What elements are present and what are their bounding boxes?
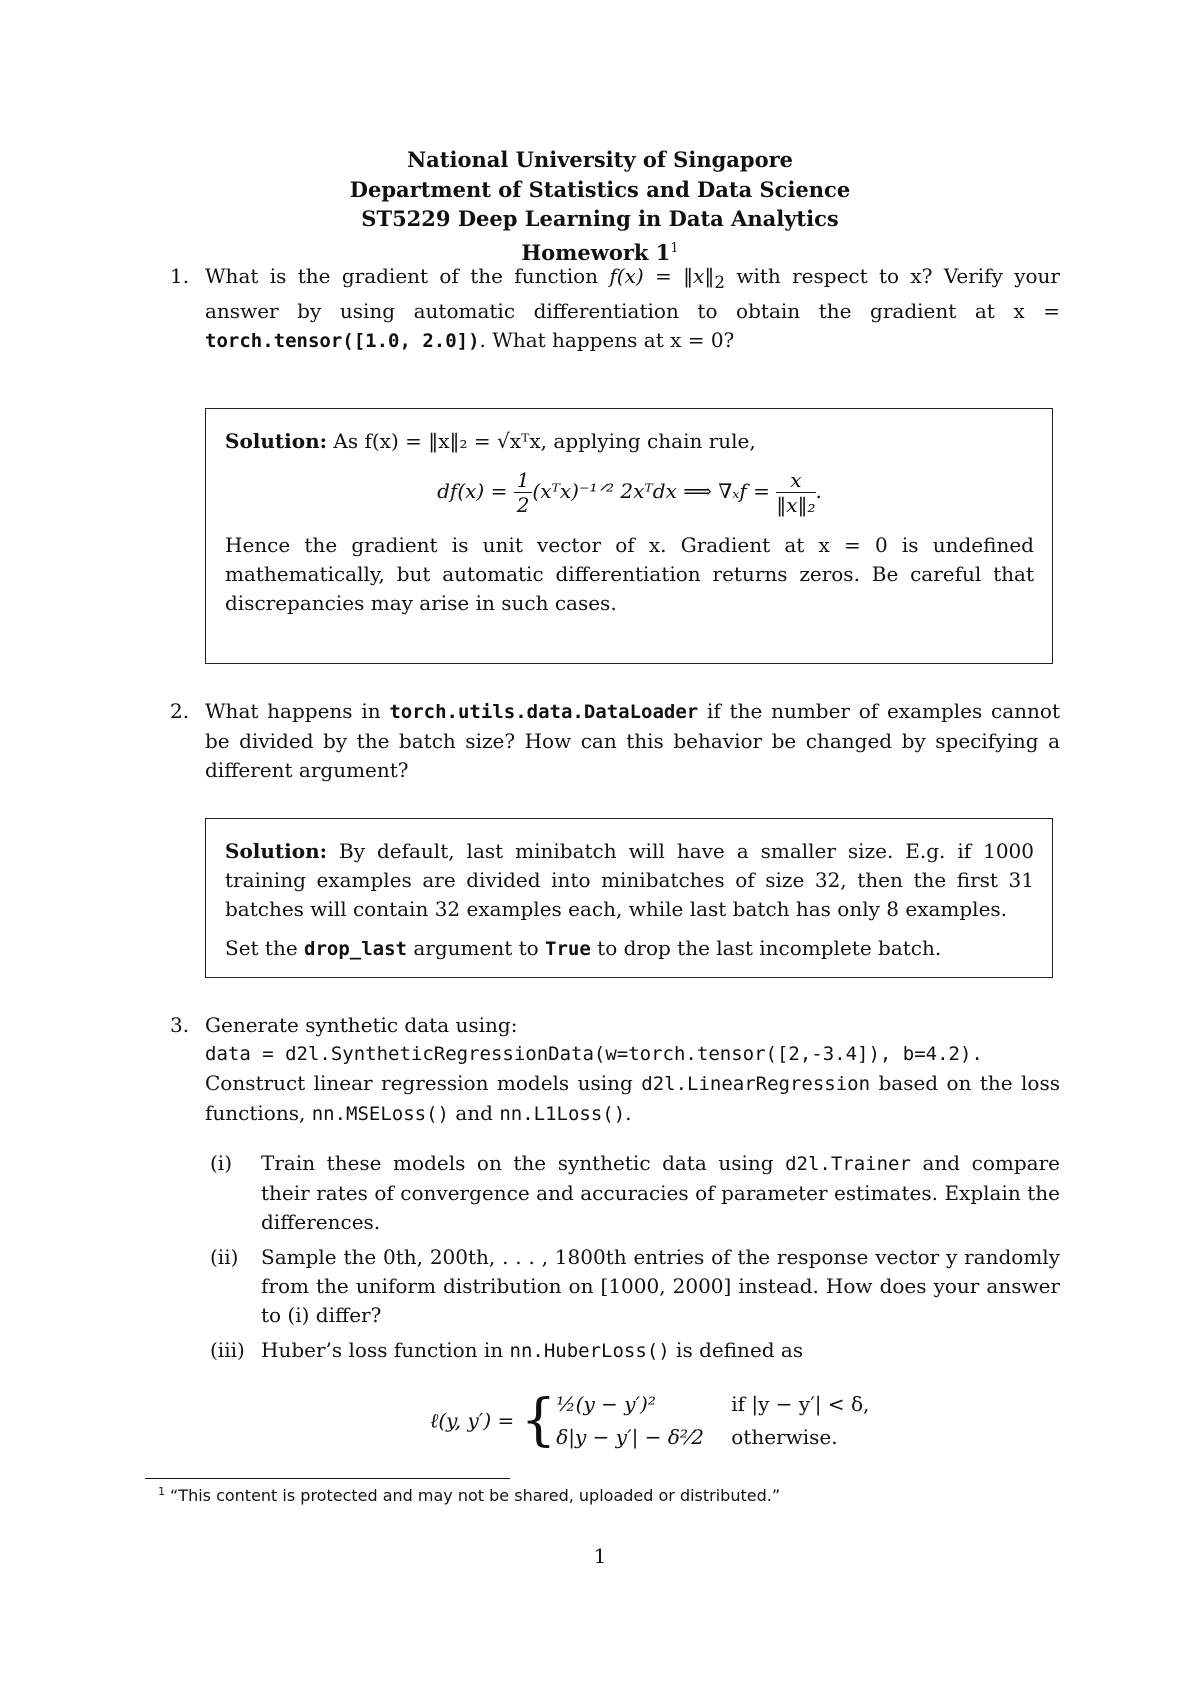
question-1	[170, 262, 1060, 356]
question-3	[170, 1011, 1060, 1129]
document-header	[0, 145, 1200, 267]
subquestion-iii: (iii) Huber’s loss function in nn.HuberLoss() is defined as	[210, 1338, 804, 1362]
footnote: 1 “This content is protected and may not be shared, uploaded or distributed.”	[158, 1485, 781, 1505]
huber-loss-equation: ℓ(y, y′) = {½(y − y′)² if |y − y′| < δ, δ|y − y′| − δ²⁄2 otherwise.	[430, 1388, 870, 1453]
solution-box-1	[205, 408, 1053, 664]
question-number: 3.	[170, 1013, 190, 1037]
question-2	[170, 697, 1060, 785]
code-snippet: torch.utils.data.DataLoader	[389, 701, 699, 723]
solution-text: Solution: By default, last minibatch will have a smaller size. E.g. if 1000 training examples are divided into minibatches of size 32, then the first 31 batches will contain 32 examples each, while last batch has only 8 examples.	[225, 839, 1034, 921]
question-text: What happens in torch.utils.data.DataLoader if the number of examples cannot be divided by the batch size? How can this behavior be changed by specifying a different argument?	[205, 699, 1060, 782]
solution-text: Hence the gradient is unit vector of x. Gradient at x = 0 is undefined mathematically, but automatic differentiation returns zeros. Be careful that discrepancies may arise in such cases.	[225, 533, 1034, 615]
solution-box-2	[205, 818, 1053, 978]
code-snippet: torch.tensor([1.0, 2.0])	[205, 330, 480, 352]
question-number: 2.	[170, 699, 190, 723]
code-snippet: data = d2l.SyntheticRegressionData(w=torch.tensor([2,-3.4]), b=4.2).	[205, 1043, 983, 1065]
solution-intro: Solution: As f(x) = ‖x‖₂ = √xᵀx, applying chain rule,	[225, 429, 756, 453]
footnote-divider	[145, 1478, 510, 1479]
page-number: 1	[593, 1544, 607, 1568]
course-name: ST5229 Deep Learning in Data Analytics	[361, 206, 839, 231]
subquestion-ii: (ii) Sample the 0th, 200th, . . . , 1800th entries of the response vector y randomly from the uniform distribution on [1000, 2000] instead. How does your answer to (i) differ?	[210, 1245, 1060, 1327]
department-name: Department of Statistics and Data Science	[349, 176, 851, 202]
homework-title: Homework $1^1$	[521, 239, 679, 265]
question-text: What is the gradient of the function $f(x) = ‖x‖_2$ with respect to x? Verify your answer by using automatic differentiation to obtain the gradient at x = torch.tensor([1.0, 2.0]). What happens at x = 0?	[205, 264, 1060, 352]
footnote-mark: 1	[670, 240, 679, 256]
university-name: National University of Singapore	[406, 147, 794, 172]
solution-text-2: Set the drop_last argument to True to drop the last incomplete batch.	[225, 936, 942, 960]
subquestion-i: (i) Train these models on the synthetic data using d2l.Trainer and compare their rates of convergence and accuracies of parameter estimates. Explain the differences.	[210, 1151, 1060, 1234]
question-number: 1.	[170, 264, 190, 288]
gradient-equation: df(x) = $\frac{1}{2}$ (xᵀx)⁻¹ᐟ² 2xᵀdx ⟹ ∇ₓf = $\frac{x}{\text{‖x‖₂}}$ .	[437, 468, 822, 517]
question-text: Generate synthetic data using: data = d2l.SyntheticRegressionData(w=torch.tensor([2,-3.4]), b=4.2). Construct linear regression models using d2l.LinearRegression based on the loss functions, nn.MSELoss() and nn.L1Loss().	[205, 1013, 1060, 1125]
